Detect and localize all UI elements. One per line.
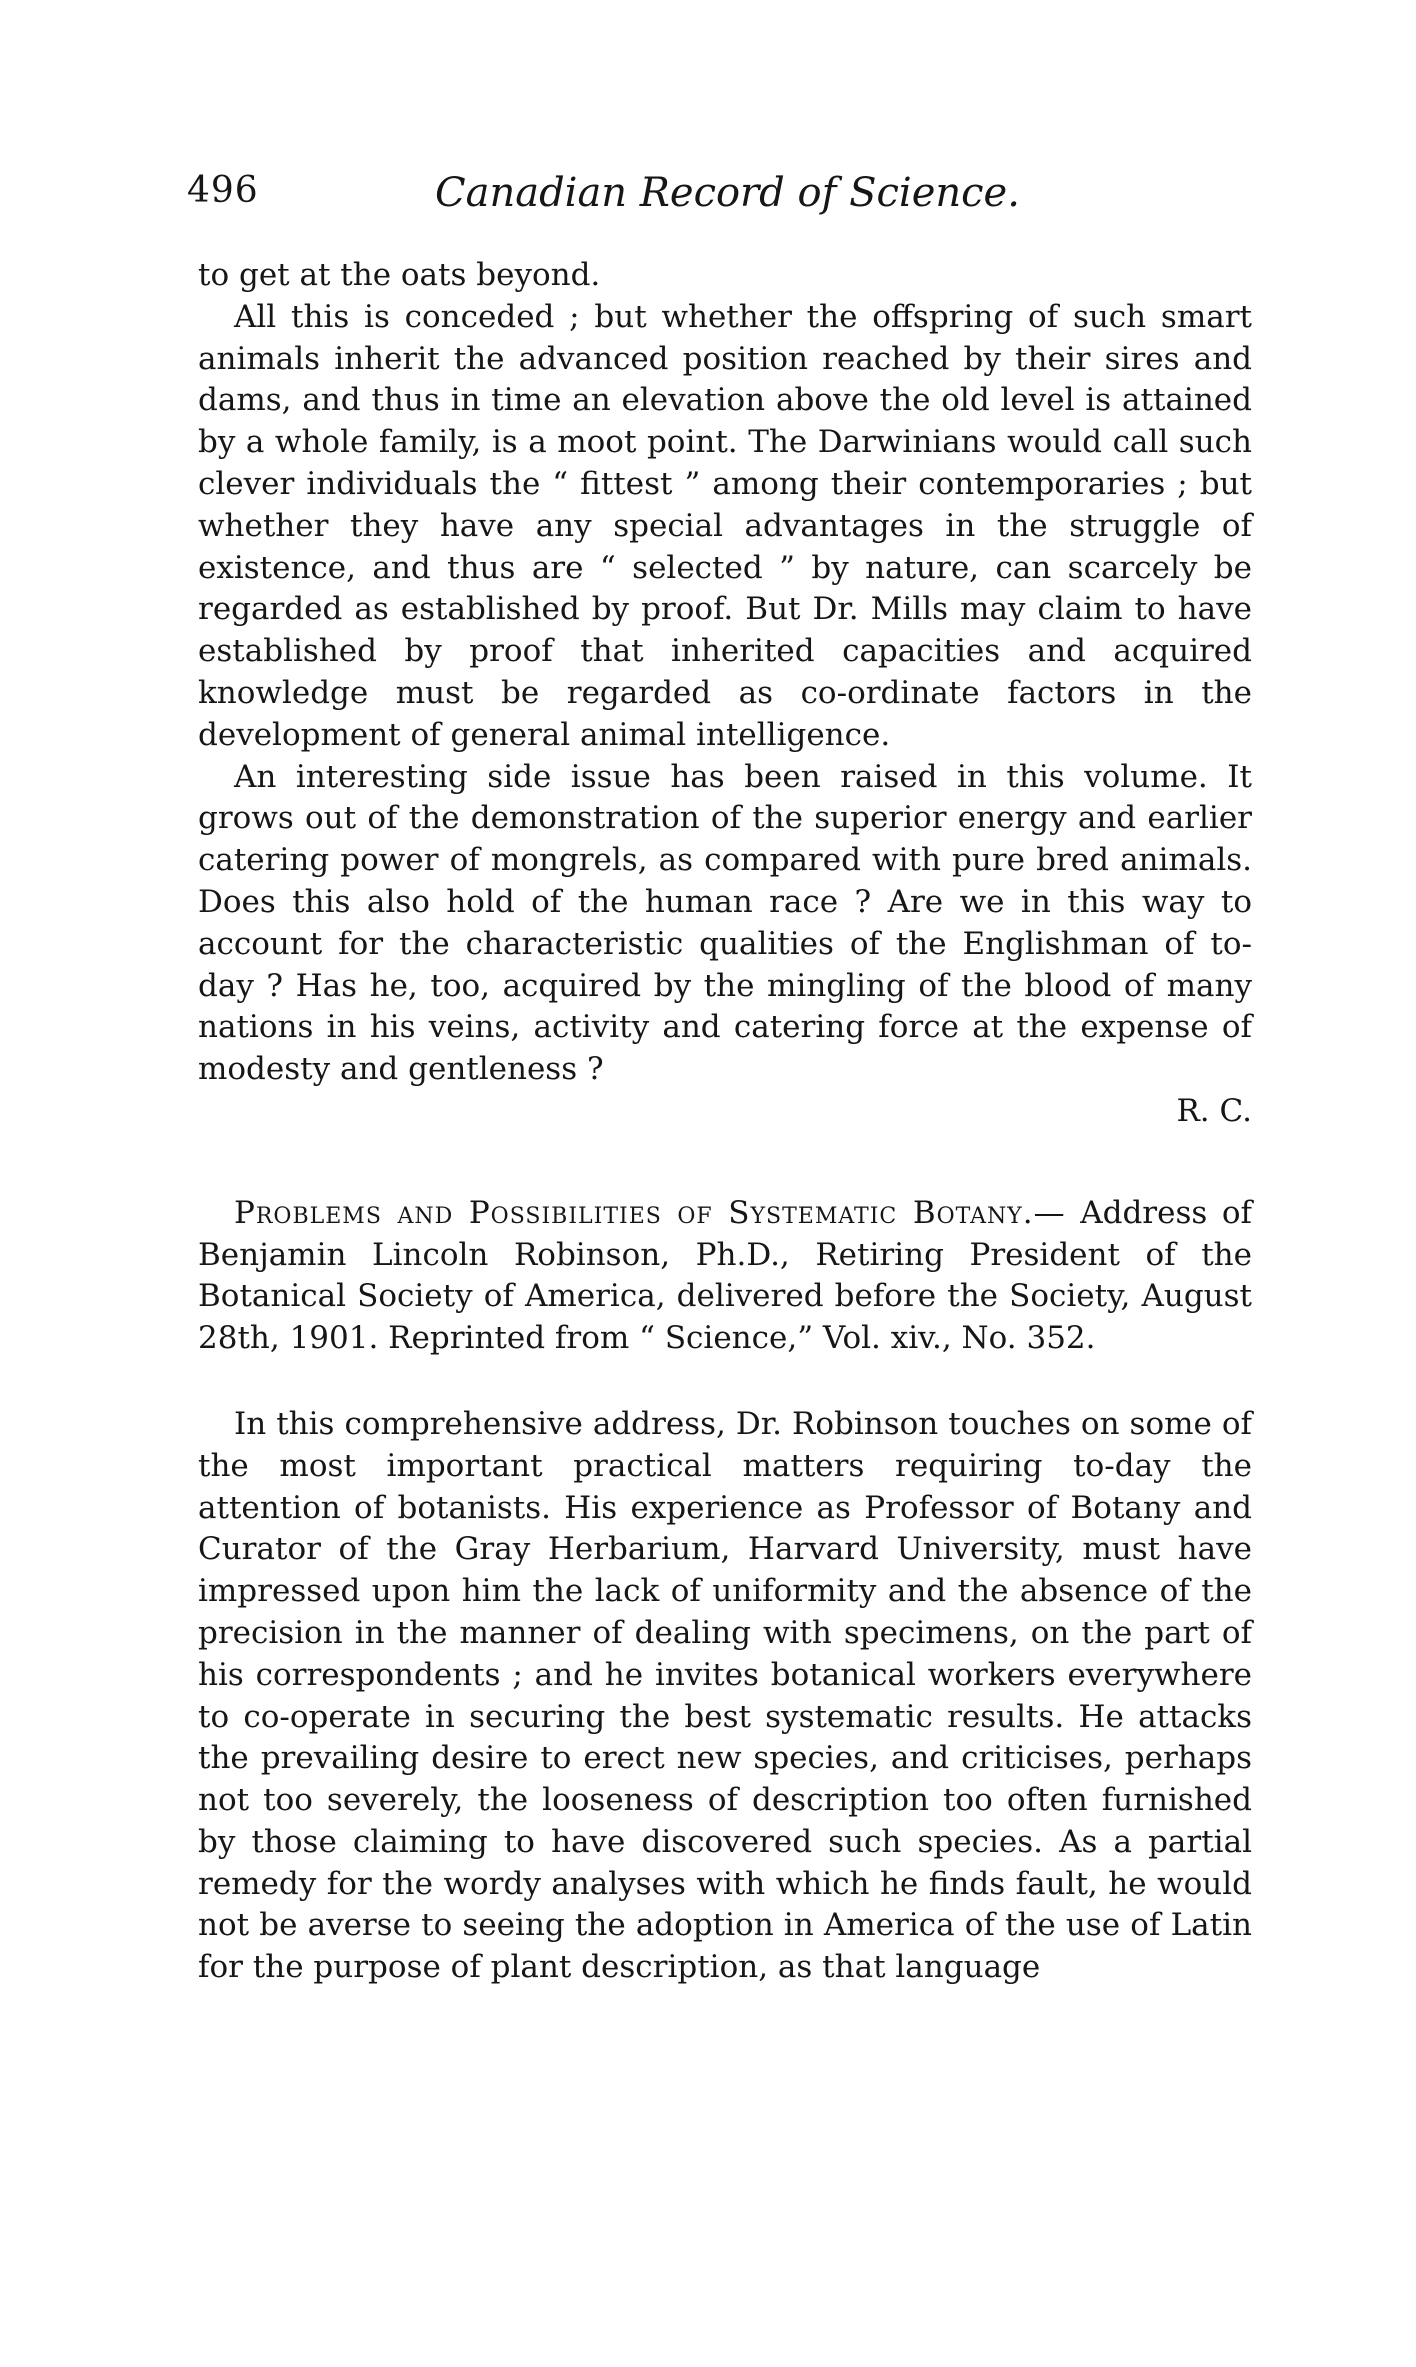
running-header (187, 170, 1020, 230)
review-body: In this comprehensive address, Dr. Robinson touches on some of the most important practical matters requiring to-day the attention of botanists. His experience as Professor of Botany and Curator of the Gray Herbarium, Harvard University, must have impressed upon him the lack of uniformity and the absence of the precision in the manner of dealing with specimens, on the part of his correspondents ; and he invites botanical workers everywhere to co-operate in securing the best systematic results. He attacks the prevailing desire to erect new species, and criticises, perhaps not too severely, the looseness of description too often furnished by those claiming to have discovered such species. As a partial remedy for the wordy analyses with which he finds fault, he would not be averse to seeing the adoption in America of the use of Latin for the purpose of plant description, as that language (198, 1405, 1252, 1986)
paragraph-continuation: to get at the oats beyond. (198, 257, 601, 293)
page-number: 496 (187, 170, 259, 211)
running-title: Canadian Record of Science. (435, 170, 1020, 216)
article-body (198, 255, 1252, 1989)
review-citation: Address of Benjamin Lincoln Robinson, Ph.D., Retiring President of the Botanical Society of America, delivered before the Society, August 28th, 1901. Reprinted from “ Science,” Vol. xiv., No. 352. (198, 1194, 1252, 1357)
paragraph-side-issue: An interesting side issue has been raised in this volume. It grows out of the demonstration of the superior energy and earlier catering power of mongrels, as compared with pure bred animals. Does this also hold of the human race ? Are we in this way to account for the characteristic qualities of the Englishman of to-day ? Has he, too, acquired by the mingling of the blood of many nations in his veins, activity and catering force at the expense of modesty and gentleness ? (198, 758, 1252, 1088)
review-title: Problems and Possibilities of Systematic Botany.— (234, 1194, 1066, 1231)
review-heading (198, 1193, 1252, 1360)
author-signature: R. C. (1176, 1092, 1252, 1129)
paragraph-darwinians: All this is conceded ; but whether the offspring of such smart animals inherit the advanced position reached by their sires and dams, and thus in time an elevation above the old level is attained by a whole family, is a moot point. The Darwinians would call such clever individuals the “ fittest ” among their contemporaries ; but whether they have any special advantages in the struggle of existence, and thus are “ selected ” by nature, can scarcely be regarded as established by proof. But Dr. Mills may claim to have established by proof that inherited capacities and acquired knowledge must be regarded as co-ordinate factors in the development of general animal intelligence. (198, 298, 1252, 753)
